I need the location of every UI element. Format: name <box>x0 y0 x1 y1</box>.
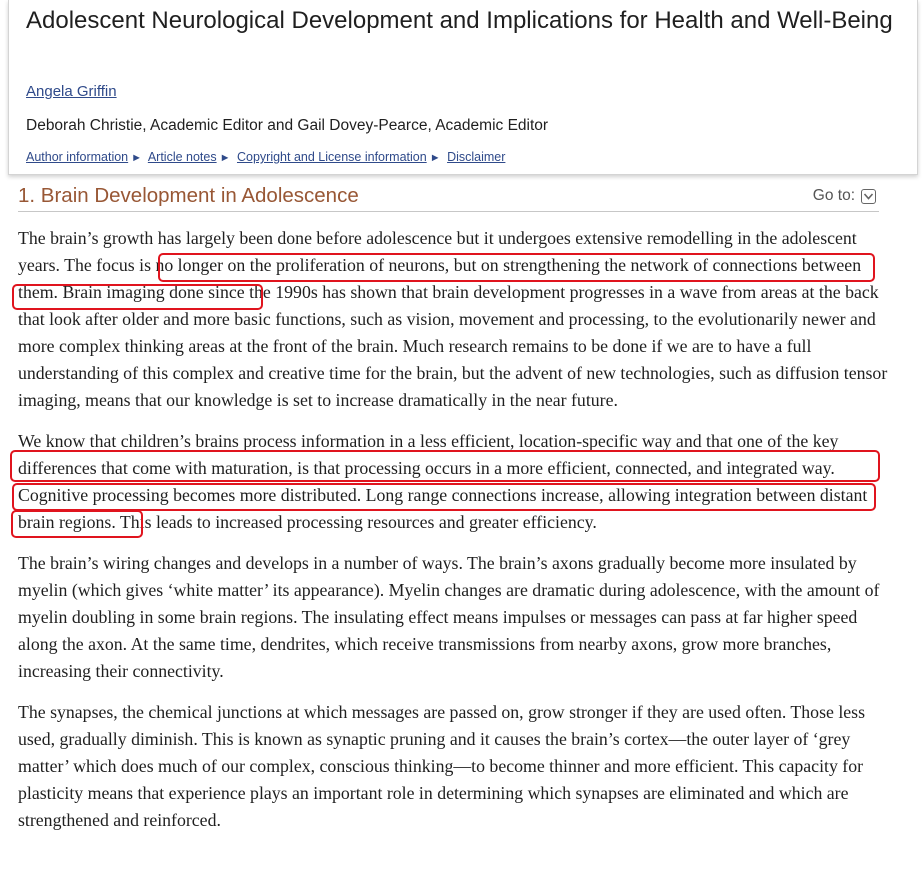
highlighted-sentence: The focus is no longer on the proliferation of neurons, but on strengthening the network of connections between them. <box>18 255 862 302</box>
article-meta-links <box>26 150 505 164</box>
article-body <box>18 225 888 848</box>
editors-line: Deborah Christie, Academic Editor and Gail Dovey-Pearce, Academic Editor <box>26 117 549 134</box>
article-title: Adolescent Neurological Development and Implications for Health and Well-Being <box>26 7 893 34</box>
article-notes-link[interactable]: Article notes <box>147 150 217 164</box>
arrow-right-icon: ► <box>219 152 231 164</box>
paragraph: The brain’s growth has largely been done before adolescence but it undergoes extensive remodelling in the adolescent years. The focus is no longer on the proliferation of neurons, but on strengthening the network of connections between them. Brain imaging done since the 1990s has shown that brain development progresses in a wave from areas at the back that look after older and more basic functions, such as vision, movement and processing, to the evolutionarily newer and more complex thinking areas at the front of the brain. Much research remains to be done if we are to have a full understanding of this complex and creative time for the brain, but the advent of new technologies, such as diffusion tensor imaging, means that our knowledge is set to increase dramatically in the near future. <box>18 228 888 410</box>
article-header <box>8 0 918 175</box>
arrow-right-icon: ► <box>131 152 143 164</box>
author-information-link[interactable]: Author information <box>26 150 129 164</box>
goto-label: Go to: <box>812 187 855 204</box>
highlighted-sentence: We know that children’s brains process information in a less efficient, location-specific way and that one of the key differences that come with maturation, is that processing occurs in a more efficient, connected, and integrated way. <box>18 431 839 478</box>
goto-menu[interactable] <box>813 187 876 205</box>
paragraph: The synapses, the chemical junctions at which messages are passed on, grow stronger if they are used often. Those less used, gradually diminish. This is known as synaptic pruning and it causes the brain’s cortex—the outer layer of ‘grey matter’ which does much of our complex, conscious thinking—to become thinner and more efficient. This capacity for plasticity means that experience plays an important role in determining which synapses are eliminated and which are strengthened and reinforced. <box>18 702 866 830</box>
author-link[interactable]: Angela Griffin <box>26 83 117 100</box>
copyright-license-link[interactable]: Copyright and License information <box>236 150 427 164</box>
paragraph: We know that children’s brains process information in a less efficient, location-specific way and that one of the key differences that come with maturation, is that processing occurs in a more efficient, connected, and integrated way. Cognitive processing becomes more distributed. Long range connections increase, allowing integration between distant brain regions. This leads to increased processing resources and greater efficiency. <box>18 431 868 532</box>
paragraph: The brain’s wiring changes and develops in a number of ways. The brain’s axons gradually become more insulated by myelin (which gives ‘white matter’ its appearance). Myelin changes are dramatic during adolescence, with the amount of myelin doubling in some brain regions. The insulating effect means impulses or messages can pass at far higher speed along the axon. At the same time, dendrites, which receive transmissions from nearby axons, grow more branches, increasing their connectivity. <box>18 553 880 681</box>
arrow-right-icon: ► <box>429 152 441 164</box>
chevron-down-icon[interactable] <box>861 189 876 204</box>
disclaimer-link[interactable]: Disclaimer <box>447 150 506 164</box>
section-title: 1. Brain Development in Adolescence <box>18 184 359 207</box>
section-header <box>18 184 879 212</box>
